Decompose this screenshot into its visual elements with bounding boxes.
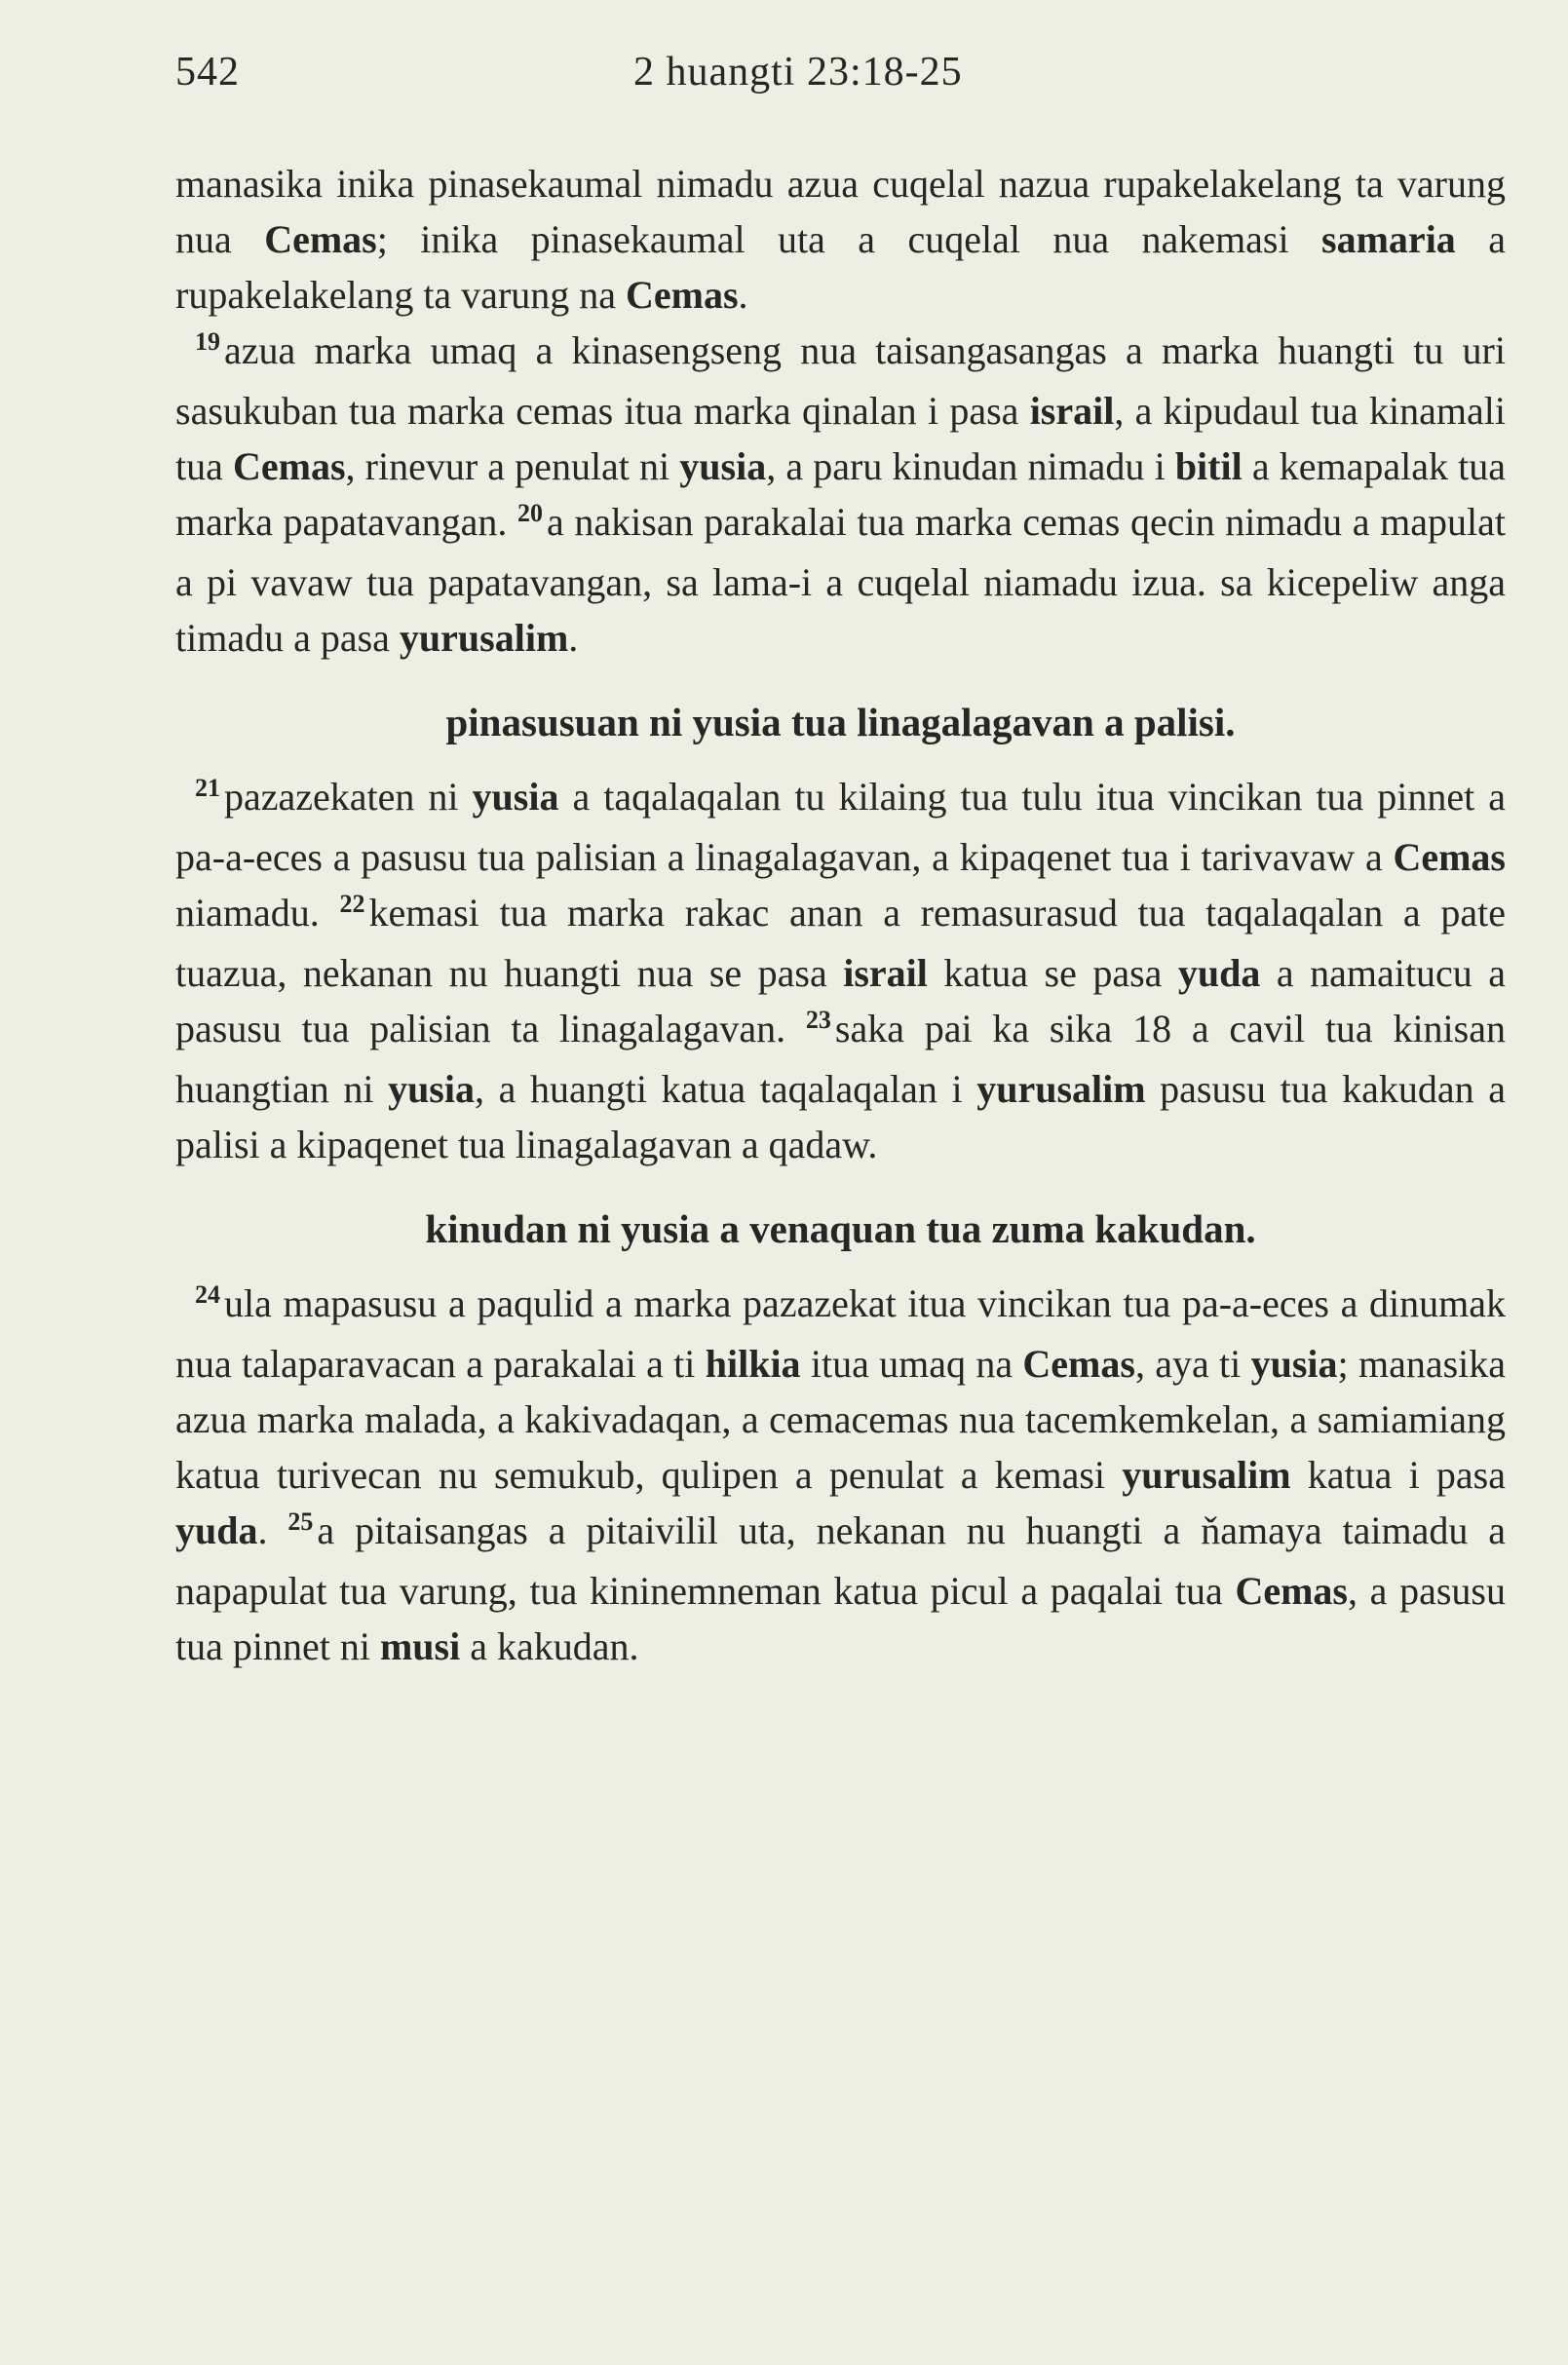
bold-term: hilkia [705, 1342, 801, 1386]
bold-term: Cemas [264, 217, 377, 261]
bold-term: musi [379, 1624, 461, 1668]
verse-number: 24 [195, 1280, 220, 1309]
page-header [175, 49, 1501, 107]
verse-number: 21 [195, 774, 220, 802]
text-run: azua marka umaq a kinasengseng nua taisangasangas a marka huangti tu uri sasukuban tua marka cemas itua marka qinalan i pasa [175, 328, 1506, 433]
verse-number: 20 [517, 499, 544, 527]
text-run: , a kipudaul tua kinamali tua [175, 389, 1507, 488]
paragraph-verses-19-20 [175, 323, 1506, 666]
body-text [175, 156, 1506, 1674]
section-heading: kinudan ni yusia a venaquan tua zuma kakudan. [425, 1206, 1256, 1251]
verse-number: 25 [287, 1507, 314, 1536]
text-run: a kemapalak tua marka papatavangan. [175, 444, 1506, 544]
text-run: , rinevur a penulat ni [345, 444, 680, 488]
verse-number: 23 [805, 1006, 831, 1034]
bold-term: yusia [679, 444, 767, 488]
page-number: 542 [175, 50, 240, 95]
text-run: a pitaisangas a pitaivilil uta, nekanan nu huangti a ňamaya taimadu a napapulat tua varung, tua kininemneman katua picul a paqalai tua [175, 1508, 1506, 1613]
text-run: , a paru kinudan nimadu i [766, 444, 1175, 488]
text-run: katua se pasa [927, 951, 1178, 995]
bold-term: yurusalim [976, 1067, 1146, 1111]
bold-term: yurusalim [399, 616, 569, 660]
paragraph-verse-18 [175, 156, 1506, 323]
text-run: , aya ti [1134, 1342, 1251, 1386]
bold-term: Cemas [1235, 1569, 1348, 1613]
paragraph-verses-21-23 [175, 769, 1506, 1172]
text-run: . [568, 616, 579, 660]
bold-term: Cemas [1022, 1342, 1135, 1386]
bold-term: yusia [388, 1067, 475, 1111]
bold-term: samaria [1321, 217, 1456, 261]
text-run: katua i pasa [1290, 1453, 1506, 1497]
text-run: a taqalaqalan tu kilaing tua tulu itua vincikan tua pinnet a pa-a-eces a pasusu tua palisian a linagalagavan, a kipaqenet tua i tarivavaw a [175, 775, 1506, 879]
text-run: manasika inika pinasekaumal nimadu azua cuqelal nazua rupakelakelang ta varung nua [175, 162, 1506, 261]
bold-term: Cemas [233, 444, 346, 488]
text-run: . [257, 1508, 288, 1552]
paragraph-verses-24-25 [175, 1276, 1506, 1674]
bold-term: yusia [472, 775, 559, 819]
text-run: niamadu. [175, 891, 340, 935]
text-run: ; inika pinasekaumal uta a cuqelal nua nakemasi [376, 217, 1322, 261]
text-run: pazazekaten ni [224, 775, 473, 819]
verse-number: 19 [195, 327, 220, 356]
bold-term: yurusalim [1122, 1453, 1291, 1497]
text-run: , a huangti katua taqalaqalan i [475, 1067, 977, 1111]
text-run: pasusu tua kakudan a palisi a kipaqenet tua linagalagavan a qadaw. [175, 1067, 1506, 1166]
bold-term: israil [843, 951, 928, 995]
verse-number: 22 [339, 890, 365, 918]
text-run: a nakisan parakalai tua marka cemas qecin nimadu a mapulat a pi vavaw tua papatavangan, sa lama-i a cuqelal niamadu izua. sa kicepeliw anga timadu a pasa [175, 500, 1506, 660]
bold-term: israil [1029, 389, 1115, 433]
section-heading: pinasusuan ni yusia tua linagalagavan a palisi. [445, 700, 1236, 744]
text-run: . [738, 273, 748, 317]
bold-term: Cemas [626, 273, 739, 317]
text-run: kemasi tua marka rakac anan a remasurasud tua taqalaqalan a pate tuazua, nekanan nu huangti nua se pasa [175, 891, 1507, 995]
bold-term: Cemas [1393, 835, 1506, 879]
text-run: a rupakelakelang ta varung na [175, 217, 1506, 317]
text-run: ula mapasusu a paqulid a marka pazazekat itua vincikan tua pa-a-eces a dinumak nua talaparavacan a parakalai a ti [175, 1281, 1506, 1386]
text-run: itua umaq na [800, 1342, 1023, 1386]
text-run: a namaitucu a pasusu tua palisian ta linagalagavan. [175, 951, 1507, 1050]
text-run: saka pai ka sika 18 a cavil tua kinisan huangtian ni [175, 1007, 1506, 1111]
bold-term: yuda [175, 1508, 258, 1552]
bold-term: yusia [1250, 1342, 1338, 1386]
text-run: , a pasusu tua pinnet ni [175, 1569, 1506, 1668]
running-head: 2 huangti 23:18-25 [633, 50, 963, 95]
text-run: a kakudan. [460, 1624, 639, 1668]
bold-term: bitil [1174, 444, 1243, 488]
bold-term: yuda [1177, 951, 1261, 995]
text-run: ; manasika azua marka malada, a kakivadaqan, a cemacemas nua tacemkemkelan, a samiamiang katua turivecan nu semukub, qulipen a penulat a kemasi [175, 1342, 1507, 1497]
